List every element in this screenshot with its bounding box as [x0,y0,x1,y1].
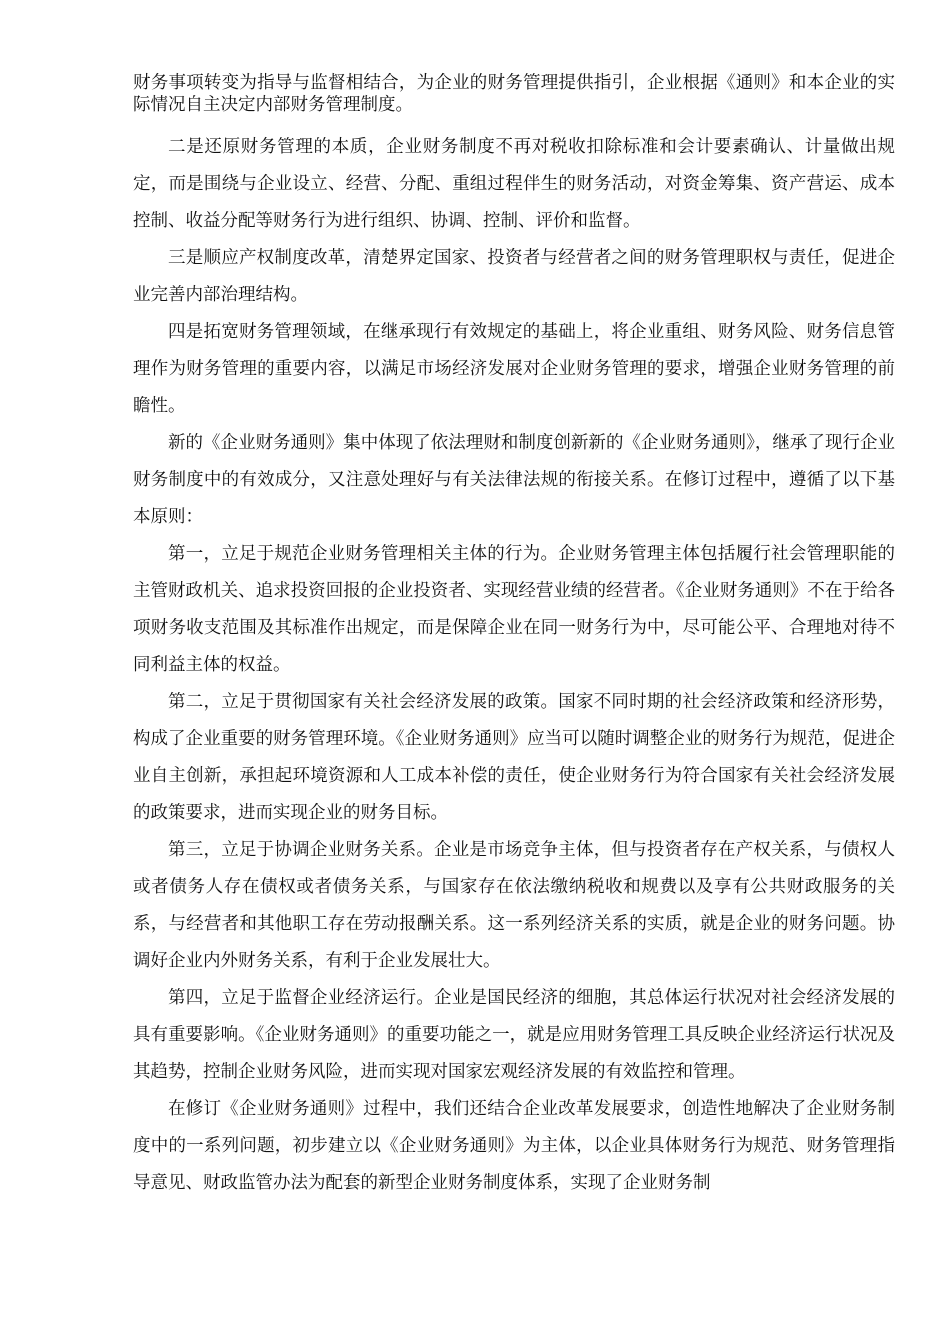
paragraph-principle-three: 第三，立足于协调企业财务关系。企业是市场竞争主体，但与投资者存在产权关系，与债权人或者债务人存在债权或者债务关系，与国家存在依法缴纳税收和规费以及享有公共财政服务的关系，与经营者和其他职工存在劳动报酬关系。这一系列经济关系的实质，就是企业的财务问题。协调好企业内外财务关系，有利于企业发展壮大。 [133,840,895,971]
paragraph-point-two: 二是还原财务管理的本质，企业财务制度不再对税收扣除标准和会计要素确认、计量做出规定，而是围绕与企业设立、经营、分配、重组过程伴生的财务活动，对资金筹集、资产营运、成本控制、收益分配等财务行为进行组织、协调、控制、评价和监督。 [133,137,895,231]
paragraph-continuation: 财务事项转变为指导与监督相结合，为企业的财务管理提供指引，企业根据《通则》和本企业的实际情况自主决定内部财务管理制度。 [133,73,895,115]
paragraph-point-three: 三是顺应产权制度改革，清楚界定国家、投资者与经营者之间的财务管理职权与责任，促进企业完善内部治理结构。 [133,248,895,305]
paragraph-principle-one: 第一，立足于规范企业财务管理相关主体的行为。企业财务管理主体包括履行社会管理职能的主管财政机关、追求投资回报的企业投资者、实现经营业绩的经营者。《企业财务通则》不在于给各项财务收支范围及其标准作出规定，而是保障企业在同一财务行为中，尽可能公平、合理地对待不同利益主体的权益。 [133,544,895,675]
paragraph-principles-intro: 新的《企业财务通则》集中体现了依法理财和制度创新新的《企业财务通则》，继承了现行企业财务制度中的有效成分，又注意处理好与有关法律法规的衔接关系。在修订过程中，遵循了以下基本原则： [133,433,895,527]
paragraph-principle-four: 第四，立足于监督企业经济运行。企业是国民经济的细胞，其总体运行状况对社会经济发展的具有重要影响。《企业财务通则》的重要功能之一，就是应用财务管理工具反映企业经济运行状况及其趋势，控制企业财务风险，进而实现对国家宏观经济发展的有效监控和管理。 [133,988,895,1082]
paragraph-point-four: 四是拓宽财务管理领域，在继承现行有效规定的基础上，将企业重组、财务风险、财务信息管理作为财务管理的重要内容，以满足市场经济发展对企业财务管理的要求，增强企业财务管理的前瞻性。 [133,322,895,416]
paragraph-revision-summary: 在修订《企业财务通则》过程中，我们还结合企业改革发展要求，创造性地解决了企业财务制度中的一系列问题，初步建立以《企业财务通则》为主体，以企业具体财务行为规范、财务管理指导意见、财政监管办法为配套的新型企业财务制度体系，实现了企业财务制 [133,1099,895,1193]
document-body [133,72,895,1202]
paragraph-principle-two: 第二，立足于贯彻国家有关社会经济发展的政策。国家不同时期的社会经济政策和经济形势，构成了企业重要的财务管理环境。《企业财务通则》应当可以随时调整企业的财务行为规范，促进企业自主创新，承担起环境资源和人工成本补偿的责任，使企业财务行为符合国家有关社会经济发展的政策要求，进而实现企业的财务目标。 [133,692,895,823]
